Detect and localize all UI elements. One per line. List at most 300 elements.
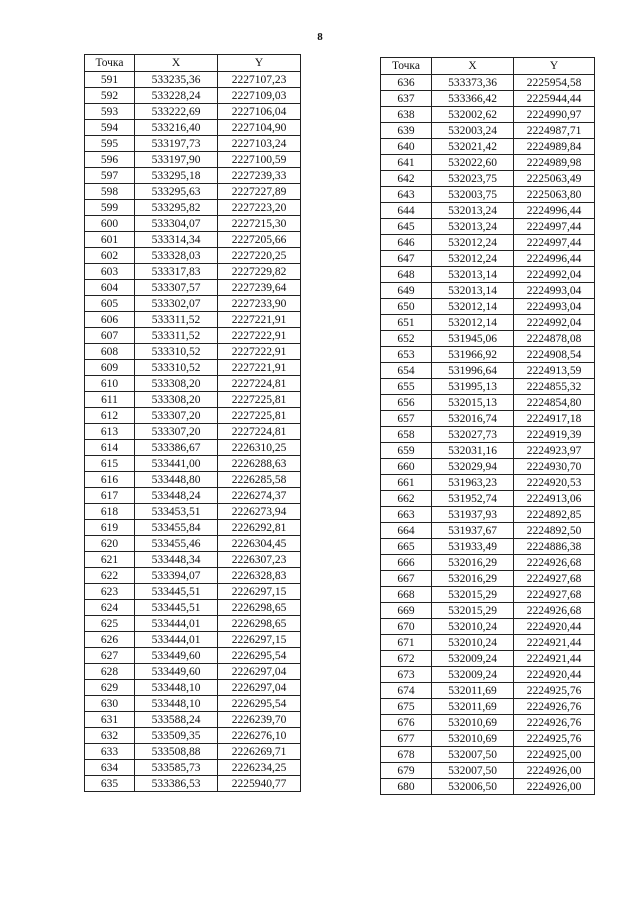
- table-row: [381, 283, 595, 299]
- cell-x: 533311,52: [135, 328, 218, 344]
- cell-point: 649: [381, 283, 432, 299]
- cell-y: 2224878,08: [514, 331, 595, 347]
- cell-point: 634: [85, 760, 135, 776]
- cell-point: 670: [381, 619, 432, 635]
- cell-x: 533386,53: [135, 776, 218, 792]
- cell-point: 617: [85, 488, 135, 504]
- table-header-row: [85, 55, 301, 72]
- cell-point: 623: [85, 584, 135, 600]
- cell-point: 654: [381, 363, 432, 379]
- cell-x: 533308,20: [135, 392, 218, 408]
- cell-point: 646: [381, 235, 432, 251]
- cell-x: 532023,75: [432, 171, 514, 187]
- cell-point: 665: [381, 539, 432, 555]
- table-row: [381, 187, 595, 203]
- cell-x: 532009,24: [432, 667, 514, 683]
- cell-y: 2224925,00: [514, 747, 595, 763]
- cell-x: 532012,24: [432, 235, 514, 251]
- cell-y: 2227103,24: [218, 136, 301, 152]
- cell-x: 533311,52: [135, 312, 218, 328]
- cell-y: 2224920,44: [514, 667, 595, 683]
- cell-point: 638: [381, 107, 432, 123]
- cell-point: 624: [85, 600, 135, 616]
- cell-point: 610: [85, 376, 135, 392]
- cell-y: 2224993,04: [514, 299, 595, 315]
- cell-x: 533386,67: [135, 440, 218, 456]
- cell-x: 533222,69: [135, 104, 218, 120]
- cell-point: 680: [381, 779, 432, 795]
- table-row: [381, 123, 595, 139]
- cell-x: 532011,69: [432, 683, 514, 699]
- table-row: [85, 648, 301, 664]
- cell-point: 676: [381, 715, 432, 731]
- table-row: [85, 744, 301, 760]
- cell-point: 633: [85, 744, 135, 760]
- cell-y: 2226274,37: [218, 488, 301, 504]
- cell-y: 2224989,84: [514, 139, 595, 155]
- cell-point: 668: [381, 587, 432, 603]
- table-row: [85, 360, 301, 376]
- cell-y: 2224892,50: [514, 523, 595, 539]
- cell-x: 533448,80: [135, 472, 218, 488]
- table-row: [85, 216, 301, 232]
- cell-point: 648: [381, 267, 432, 283]
- cell-x: 532027,73: [432, 427, 514, 443]
- cell-point: 653: [381, 347, 432, 363]
- cell-y: 2226298,65: [218, 616, 301, 632]
- page-number: 8: [317, 31, 323, 43]
- cell-y: 2224919,39: [514, 427, 595, 443]
- cell-x: 533453,51: [135, 504, 218, 520]
- table-row: [381, 523, 595, 539]
- cell-point: 626: [85, 632, 135, 648]
- cell-x: 533448,24: [135, 488, 218, 504]
- table-row: [85, 760, 301, 776]
- cell-y: 2226234,25: [218, 760, 301, 776]
- cell-x: 531966,92: [432, 347, 514, 363]
- table-row: [381, 763, 595, 779]
- table-row: [85, 616, 301, 632]
- cell-y: 2224987,71: [514, 123, 595, 139]
- cell-x: 533307,57: [135, 280, 218, 296]
- cell-y: 2226285,58: [218, 472, 301, 488]
- table-row: [381, 91, 595, 107]
- table-row: [85, 392, 301, 408]
- cell-x: 531995,13: [432, 379, 514, 395]
- header-y: Y: [218, 55, 301, 72]
- cell-y: 2225954,58: [514, 75, 595, 91]
- cell-x: 533445,51: [135, 584, 218, 600]
- cell-point: 599: [85, 200, 135, 216]
- cell-y: 2224997,44: [514, 219, 595, 235]
- table-row: [381, 443, 595, 459]
- table-row: [85, 680, 301, 696]
- header-x: X: [135, 55, 218, 72]
- cell-point: 658: [381, 427, 432, 443]
- cell-x: 533588,24: [135, 712, 218, 728]
- table-row: [85, 232, 301, 248]
- table-row: [381, 315, 595, 331]
- cell-x: 533328,03: [135, 248, 218, 264]
- cell-point: 596: [85, 152, 135, 168]
- cell-x: 533302,07: [135, 296, 218, 312]
- cell-x: 531937,93: [432, 507, 514, 523]
- cell-y: 2224993,04: [514, 283, 595, 299]
- cell-point: 643: [381, 187, 432, 203]
- cell-point: 595: [85, 136, 135, 152]
- cell-x: 533448,10: [135, 696, 218, 712]
- table-row: [381, 235, 595, 251]
- cell-x: 532012,14: [432, 299, 514, 315]
- cell-y: 2224913,59: [514, 363, 595, 379]
- cell-x: 533366,42: [432, 91, 514, 107]
- table-header-row: [381, 58, 595, 75]
- table-row: [85, 536, 301, 552]
- cell-y: 2226297,04: [218, 680, 301, 696]
- cell-point: 620: [85, 536, 135, 552]
- cell-y: 2224926,00: [514, 779, 595, 795]
- cell-x: 533317,83: [135, 264, 218, 280]
- table-row: [85, 104, 301, 120]
- cell-point: 629: [85, 680, 135, 696]
- cell-x: 532013,24: [432, 203, 514, 219]
- cell-x: 533373,36: [432, 75, 514, 91]
- cell-x: 532016,74: [432, 411, 514, 427]
- cell-y: 2227229,82: [218, 264, 301, 280]
- cell-y: 2224923,97: [514, 443, 595, 459]
- table-row: [381, 747, 595, 763]
- table-row: [381, 331, 595, 347]
- cell-point: 661: [381, 475, 432, 491]
- cell-y: 2224926,76: [514, 715, 595, 731]
- cell-y: 2227205,66: [218, 232, 301, 248]
- cell-x: 533394,07: [135, 568, 218, 584]
- cell-y: 2226304,45: [218, 536, 301, 552]
- cell-y: 2225940,77: [218, 776, 301, 792]
- cell-point: 662: [381, 491, 432, 507]
- cell-x: 533314,34: [135, 232, 218, 248]
- cell-x: 533448,34: [135, 552, 218, 568]
- cell-point: 613: [85, 424, 135, 440]
- cell-y: 2224926,00: [514, 763, 595, 779]
- cell-y: 2227222,91: [218, 344, 301, 360]
- table-row: [85, 296, 301, 312]
- cell-point: 608: [85, 344, 135, 360]
- cell-point: 600: [85, 216, 135, 232]
- cell-point: 603: [85, 264, 135, 280]
- cell-y: 2224917,18: [514, 411, 595, 427]
- cell-point: 674: [381, 683, 432, 699]
- coordinates-table-right: [380, 57, 595, 795]
- cell-point: 604: [85, 280, 135, 296]
- cell-y: 2225944,44: [514, 91, 595, 107]
- cell-y: 2224886,38: [514, 539, 595, 555]
- cell-y: 2226276,10: [218, 728, 301, 744]
- cell-x: 532015,29: [432, 587, 514, 603]
- cell-x: 533295,18: [135, 168, 218, 184]
- cell-point: 632: [85, 728, 135, 744]
- cell-y: 2226295,54: [218, 696, 301, 712]
- table-row: [85, 584, 301, 600]
- cell-y: 2227220,25: [218, 248, 301, 264]
- cell-point: 640: [381, 139, 432, 155]
- table-row: [85, 200, 301, 216]
- table-row: [381, 171, 595, 187]
- cell-x: 533448,10: [135, 680, 218, 696]
- cell-y: 2227109,03: [218, 88, 301, 104]
- cell-y: 2227233,90: [218, 296, 301, 312]
- cell-x: 532021,42: [432, 139, 514, 155]
- cell-y: 2226269,71: [218, 744, 301, 760]
- table-row: [381, 427, 595, 443]
- cell-x: 531996,64: [432, 363, 514, 379]
- cell-point: 591: [85, 72, 135, 88]
- cell-point: 607: [85, 328, 135, 344]
- cell-x: 533310,52: [135, 344, 218, 360]
- table-row: [85, 248, 301, 264]
- table-row: [85, 488, 301, 504]
- cell-y: 2224997,44: [514, 235, 595, 251]
- table-row: [85, 344, 301, 360]
- table-row: [85, 168, 301, 184]
- cell-y: 2224927,68: [514, 571, 595, 587]
- table-row: [381, 411, 595, 427]
- cell-y: 2224892,85: [514, 507, 595, 523]
- cell-point: 647: [381, 251, 432, 267]
- cell-point: 592: [85, 88, 135, 104]
- cell-point: 656: [381, 395, 432, 411]
- cell-y: 2224926,76: [514, 699, 595, 715]
- table-row: [85, 136, 301, 152]
- cell-x: 533445,51: [135, 600, 218, 616]
- table-row: [381, 363, 595, 379]
- cell-point: 652: [381, 331, 432, 347]
- cell-point: 677: [381, 731, 432, 747]
- cell-x: 533441,00: [135, 456, 218, 472]
- cell-x: 532013,14: [432, 283, 514, 299]
- table-row: [85, 456, 301, 472]
- cell-y: 2227239,64: [218, 280, 301, 296]
- cell-y: 2226298,65: [218, 600, 301, 616]
- table-row: [85, 552, 301, 568]
- cell-x: 532016,29: [432, 571, 514, 587]
- cell-x: 532003,24: [432, 123, 514, 139]
- cell-point: 615: [85, 456, 135, 472]
- cell-y: 2224989,98: [514, 155, 595, 171]
- cell-point: 609: [85, 360, 135, 376]
- cell-y: 2227227,89: [218, 184, 301, 200]
- table-row: [85, 520, 301, 536]
- cell-x: 532012,24: [432, 251, 514, 267]
- cell-x: 532009,24: [432, 651, 514, 667]
- cell-y: 2227104,90: [218, 120, 301, 136]
- cell-y: 2226297,04: [218, 664, 301, 680]
- table-row: [85, 696, 301, 712]
- cell-y: 2226288,63: [218, 456, 301, 472]
- cell-y: 2227106,04: [218, 104, 301, 120]
- table-row: [85, 120, 301, 136]
- cell-point: 602: [85, 248, 135, 264]
- cell-y: 2224996,44: [514, 251, 595, 267]
- cell-point: 628: [85, 664, 135, 680]
- cell-y: 2224930,70: [514, 459, 595, 475]
- table-row: [381, 683, 595, 699]
- cell-point: 601: [85, 232, 135, 248]
- table-row: [381, 651, 595, 667]
- table-row: [381, 299, 595, 315]
- table-row: [85, 88, 301, 104]
- cell-point: 650: [381, 299, 432, 315]
- cell-point: 663: [381, 507, 432, 523]
- cell-y: 2226273,94: [218, 504, 301, 520]
- cell-x: 533197,73: [135, 136, 218, 152]
- cell-x: 533216,40: [135, 120, 218, 136]
- cell-y: 2227221,91: [218, 312, 301, 328]
- cell-y: 2224990,97: [514, 107, 595, 123]
- cell-point: 598: [85, 184, 135, 200]
- cell-x: 532015,29: [432, 603, 514, 619]
- table-row: [85, 632, 301, 648]
- cell-x: 533449,60: [135, 648, 218, 664]
- table-row: [381, 347, 595, 363]
- cell-x: 533307,20: [135, 424, 218, 440]
- cell-y: 2224926,68: [514, 603, 595, 619]
- cell-y: 2227221,91: [218, 360, 301, 376]
- cell-x: 533304,07: [135, 216, 218, 232]
- cell-y: 2226297,15: [218, 584, 301, 600]
- table-row: [85, 72, 301, 88]
- table-row: [381, 459, 595, 475]
- cell-y: 2224920,44: [514, 619, 595, 635]
- cell-y: 2224925,76: [514, 683, 595, 699]
- table-row: [381, 491, 595, 507]
- cell-x: 533197,90: [135, 152, 218, 168]
- table-row: [85, 712, 301, 728]
- cell-point: 622: [85, 568, 135, 584]
- cell-point: 605: [85, 296, 135, 312]
- cell-x: 533585,73: [135, 760, 218, 776]
- table-row: [85, 328, 301, 344]
- table-row: [381, 603, 595, 619]
- cell-y: 2224921,44: [514, 635, 595, 651]
- cell-x: 531963,23: [432, 475, 514, 491]
- table-row: [381, 379, 595, 395]
- table-row: [381, 139, 595, 155]
- cell-x: 532013,24: [432, 219, 514, 235]
- table-row: [85, 376, 301, 392]
- table-row: [381, 267, 595, 283]
- table-row: [85, 504, 301, 520]
- cell-point: 618: [85, 504, 135, 520]
- cell-x: 532007,50: [432, 747, 514, 763]
- table-row: [85, 184, 301, 200]
- cell-x: 532007,50: [432, 763, 514, 779]
- cell-point: 627: [85, 648, 135, 664]
- cell-point: 631: [85, 712, 135, 728]
- cell-x: 532031,16: [432, 443, 514, 459]
- cell-point: 664: [381, 523, 432, 539]
- cell-y: 2227224,81: [218, 424, 301, 440]
- table-row: [85, 600, 301, 616]
- cell-y: 2224854,80: [514, 395, 595, 411]
- cell-x: 533509,35: [135, 728, 218, 744]
- cell-y: 2224925,76: [514, 731, 595, 747]
- table-row: [85, 664, 301, 680]
- cell-y: 2226328,83: [218, 568, 301, 584]
- coordinates-table-left: [84, 54, 301, 792]
- cell-y: 2224913,06: [514, 491, 595, 507]
- cell-y: 2227222,91: [218, 328, 301, 344]
- header-point: Точка: [85, 55, 135, 72]
- cell-y: 2224996,44: [514, 203, 595, 219]
- table-row: [381, 507, 595, 523]
- cell-y: 2224921,44: [514, 651, 595, 667]
- table-row: [85, 568, 301, 584]
- cell-point: 641: [381, 155, 432, 171]
- cell-x: 533235,36: [135, 72, 218, 88]
- cell-point: 644: [381, 203, 432, 219]
- cell-x: 532022,60: [432, 155, 514, 171]
- table-row: [381, 203, 595, 219]
- cell-y: 2227107,23: [218, 72, 301, 88]
- cell-x: 533444,01: [135, 616, 218, 632]
- cell-y: 2227223,20: [218, 200, 301, 216]
- cell-x: 531937,67: [432, 523, 514, 539]
- cell-point: 616: [85, 472, 135, 488]
- cell-x: 533455,46: [135, 536, 218, 552]
- cell-point: 642: [381, 171, 432, 187]
- table-row: [85, 312, 301, 328]
- table-row: [85, 264, 301, 280]
- cell-y: 2226297,15: [218, 632, 301, 648]
- cell-x: 532029,94: [432, 459, 514, 475]
- cell-point: 612: [85, 408, 135, 424]
- cell-point: 672: [381, 651, 432, 667]
- table-row: [381, 587, 595, 603]
- cell-y: 2227224,81: [218, 376, 301, 392]
- cell-point: 669: [381, 603, 432, 619]
- cell-point: 655: [381, 379, 432, 395]
- table-row: [381, 555, 595, 571]
- table-row: [381, 107, 595, 123]
- cell-y: 2226307,23: [218, 552, 301, 568]
- cell-point: 659: [381, 443, 432, 459]
- table-row: [381, 251, 595, 267]
- table-row: [381, 699, 595, 715]
- cell-point: 671: [381, 635, 432, 651]
- table-row: [85, 440, 301, 456]
- cell-x: 531952,74: [432, 491, 514, 507]
- table-row: [381, 571, 595, 587]
- cell-x: 532002,62: [432, 107, 514, 123]
- table-row: [85, 776, 301, 792]
- table-row: [381, 395, 595, 411]
- table-row: [85, 280, 301, 296]
- cell-x: 532006,50: [432, 779, 514, 795]
- table-row: [85, 408, 301, 424]
- cell-point: 667: [381, 571, 432, 587]
- cell-x: 533295,82: [135, 200, 218, 216]
- cell-y: 2227225,81: [218, 408, 301, 424]
- cell-point: 636: [381, 75, 432, 91]
- table-row: [381, 731, 595, 747]
- cell-point: 606: [85, 312, 135, 328]
- cell-point: 645: [381, 219, 432, 235]
- cell-point: 635: [85, 776, 135, 792]
- cell-point: 637: [381, 91, 432, 107]
- cell-x: 532012,14: [432, 315, 514, 331]
- cell-y: 2224908,54: [514, 347, 595, 363]
